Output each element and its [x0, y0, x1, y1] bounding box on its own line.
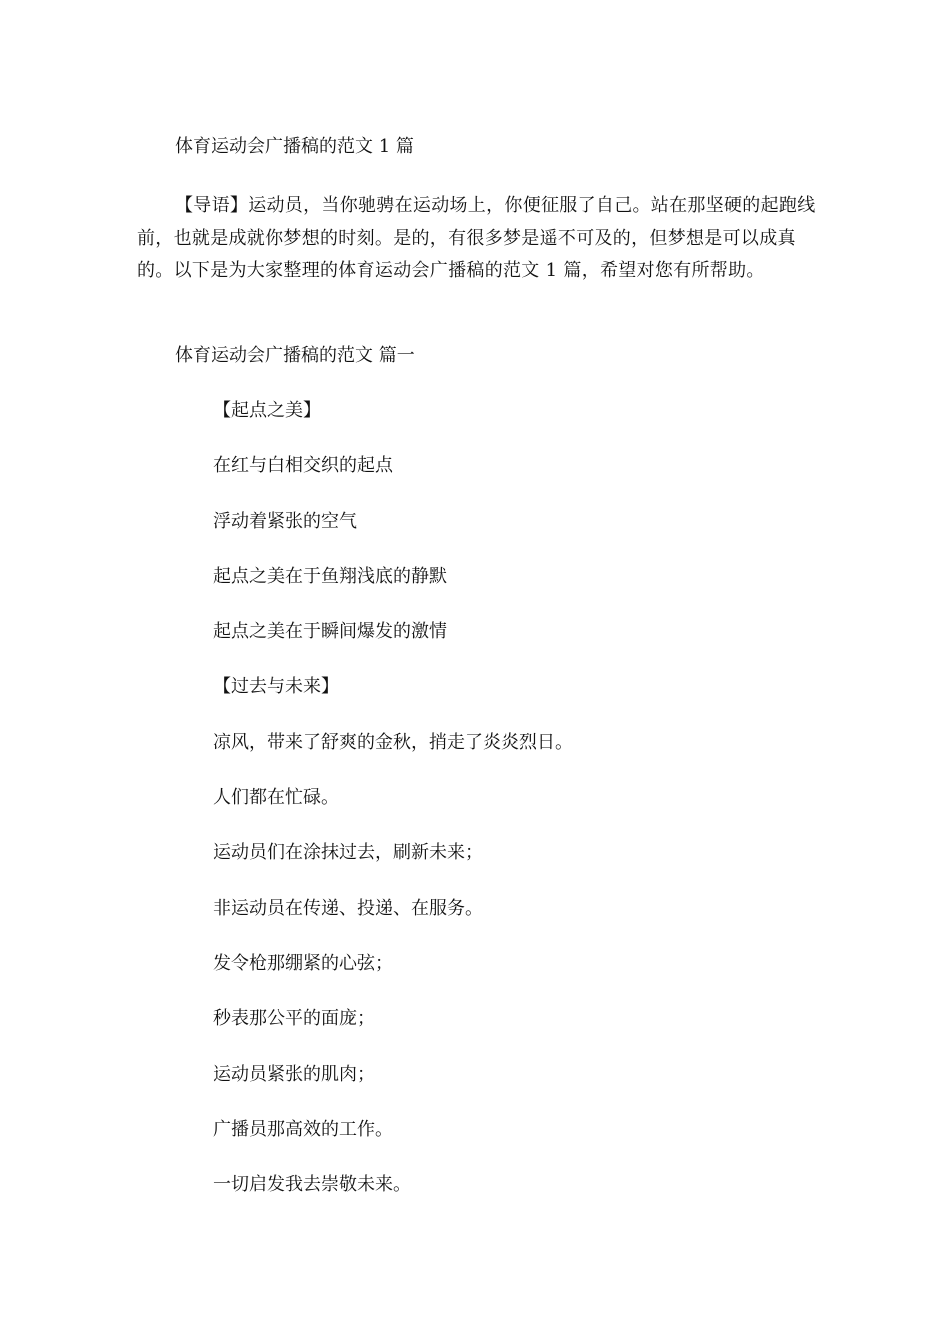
poem-line: 起点之美在于瞬间爆发的激情 [213, 621, 447, 643]
poem-line: 起点之美在于鱼翔浅底的静默 [213, 565, 447, 587]
poem-line: 广播员那高效的工作。 [213, 1118, 393, 1140]
poem-line: 人们都在忙碌。 [213, 787, 339, 809]
document-title: 体育运动会广播稿的范文 1 篇 [175, 136, 414, 157]
poem-line: 在红与白相交织的起点 [213, 455, 393, 477]
poem-heading: 【起点之美】 [213, 400, 321, 421]
intro-paragraph: 【导语】运动员，当你驰骋在运动场上，你便征服了自己。站在那坚硬的起跑线前，也就是成就你梦想的时刻。是的，有很多梦是遥不可及的，但梦想是可以成真的。以下是为大家整理的体育运动会广播稿的范文 1 篇，希望对您有所帮助。 [137, 195, 816, 282]
poem-line: 发令枪那绷紧的心弦； [213, 952, 393, 974]
poem-body [213, 400, 573, 1229]
poem-line: 运动员们在涂抹过去，刷新未来； [213, 842, 483, 864]
poem-line: 非运动员在传递、投递、在服务。 [213, 897, 483, 919]
poem-line: 运动员紧张的肌肉； [213, 1063, 375, 1085]
poem-line: 秒表那公平的面庞； [213, 1008, 375, 1030]
section-title: 体育运动会广播稿的范文 篇一 [175, 345, 415, 366]
poem-heading: 【过去与未来】 [213, 676, 339, 698]
poem-line: 浮动着紧张的空气 [213, 510, 357, 532]
poem-line: 凉风，带来了舒爽的金秋，捎走了炎炎烈日。 [213, 731, 573, 753]
poem-line: 一切启发我去崇敬未来。 [213, 1174, 411, 1196]
